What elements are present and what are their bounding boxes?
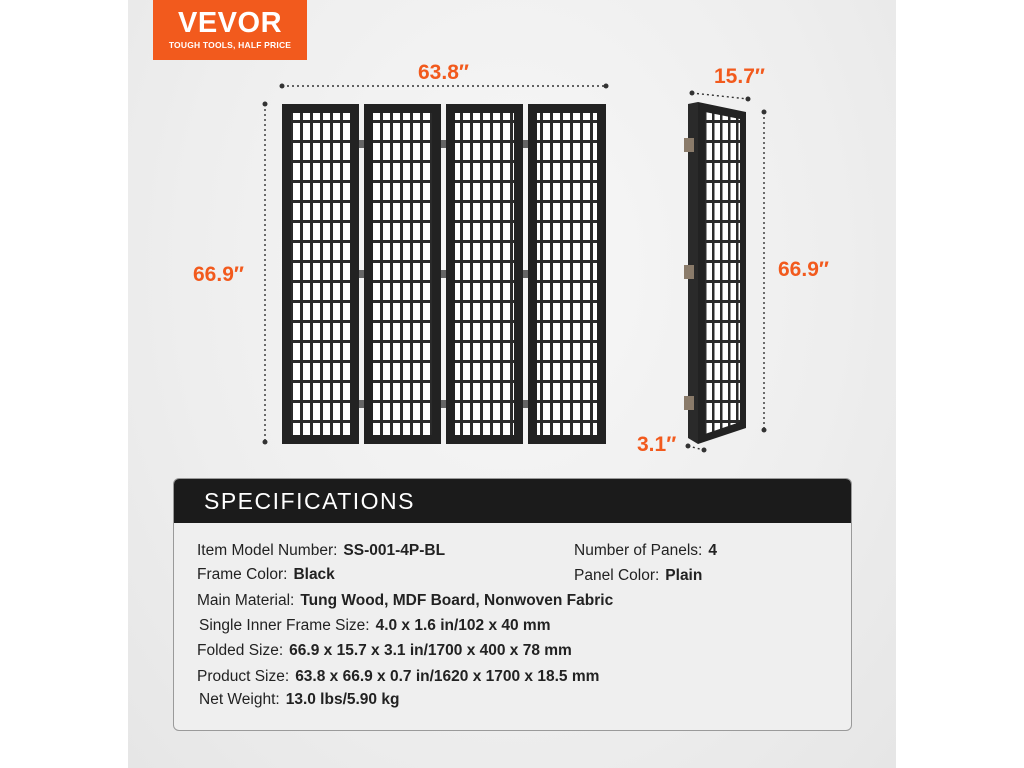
spec-panel-color xyxy=(574,567,702,585)
specifications-title: SPECIFICATIONS xyxy=(174,479,851,523)
spec-label: Panel Color: xyxy=(574,567,660,584)
spec-label: Net Weight: xyxy=(199,691,280,708)
side-depth-label: 15.7″ xyxy=(714,65,765,88)
front-panel-2 xyxy=(364,104,441,444)
spec-value: SS-001-4P-BL xyxy=(343,542,446,559)
spec-main-material xyxy=(197,592,613,610)
spec-value: Plain xyxy=(665,567,703,584)
brand-name: VEVOR xyxy=(177,7,283,39)
spec-net-weight xyxy=(199,691,399,709)
front-view-screen xyxy=(282,104,606,444)
front-panel-3 xyxy=(446,104,523,444)
spec-value: Black xyxy=(293,566,335,583)
side-view-screen xyxy=(684,102,746,444)
spec-value: 63.8 x 66.9 x 0.7 in/1620 x 1700 x 18.5 mm xyxy=(295,668,600,685)
spec-value: 4.0 x 1.6 in/102 x 40 mm xyxy=(375,617,551,634)
spec-frame-color xyxy=(197,566,335,584)
side-thickness-label: 3.1″ xyxy=(637,433,677,456)
spec-number-of-panels xyxy=(574,542,717,560)
spec-label: Folded Size: xyxy=(197,642,284,659)
side-height-label: 66.9″ xyxy=(778,258,829,281)
spec-product-size xyxy=(197,668,599,686)
spec-label: Main Material: xyxy=(197,592,295,609)
spec-single-inner-frame-size xyxy=(199,617,551,635)
spec-value: 13.0 lbs/5.90 kg xyxy=(285,691,400,708)
spec-folded-size xyxy=(197,642,572,660)
front-height-label: 66.9″ xyxy=(193,263,244,286)
brand-tagline: TOUGH TOOLS, HALF PRICE xyxy=(168,40,292,50)
spec-value: 66.9 x 15.7 x 3.1 in/1700 x 400 x 78 mm xyxy=(289,642,572,659)
specifications-card xyxy=(173,478,852,731)
spec-label: Product Size: xyxy=(197,668,290,685)
front-width-label: 63.8″ xyxy=(418,61,469,84)
front-panel-1 xyxy=(282,104,359,444)
spec-value: 4 xyxy=(708,542,717,559)
spec-label: Number of Panels: xyxy=(574,542,703,559)
spec-value: Tung Wood, MDF Board, Nonwoven Fabric xyxy=(300,592,614,609)
spec-label: Frame Color: xyxy=(197,566,288,583)
spec-label: Item Model Number: xyxy=(197,542,338,559)
spec-label: Single Inner Frame Size: xyxy=(199,617,370,634)
front-panel-4 xyxy=(528,104,606,444)
spec-item-model-number xyxy=(197,542,445,560)
